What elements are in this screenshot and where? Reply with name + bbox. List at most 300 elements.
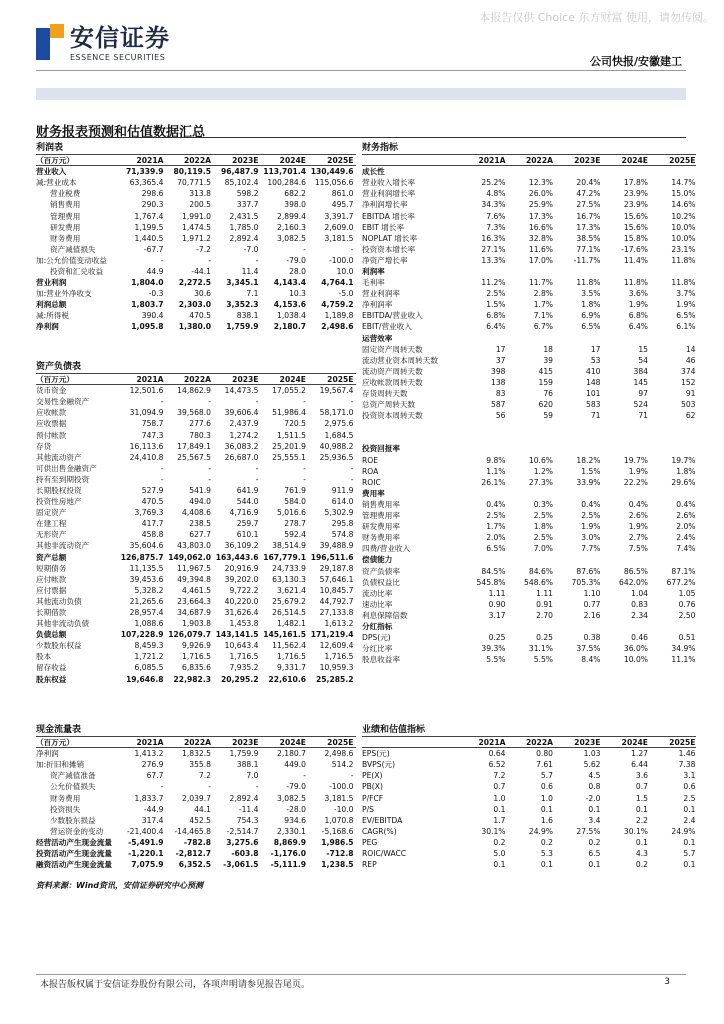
row-label: 营业收入增长率 — [362, 178, 416, 188]
row-value: -67.7 — [143, 244, 164, 254]
row-value: 1.9% — [628, 466, 648, 476]
row-value: 2,180.7 — [277, 749, 306, 759]
row-value: 627.7 — [189, 530, 211, 540]
row-value: 1.5% — [486, 300, 506, 310]
row-value: 1,903.8 — [182, 619, 211, 629]
row-value: 2021A — [136, 155, 164, 165]
section-title: 资产负债表 — [36, 358, 356, 374]
row-value: -79.0 — [286, 782, 306, 792]
row-value: -44.9 — [143, 804, 164, 814]
row-value: 1,971.2 — [182, 233, 211, 243]
row-value: 1,759.9 — [229, 749, 259, 759]
row-label: 可供出售金融资产 — [36, 463, 97, 473]
row-value: 34,687.9 — [177, 608, 211, 618]
row-label: 资产总额 — [36, 552, 67, 562]
row-value: 7.1 — [246, 289, 259, 299]
row-value: 40,988.2 — [319, 441, 354, 451]
row-value: 337.7 — [236, 200, 259, 210]
row-label: 加:营业外净收支 — [36, 289, 92, 299]
row-value: 53 — [590, 355, 601, 365]
row-value: 1,038.4 — [277, 311, 306, 321]
row-value: 159 — [538, 377, 553, 387]
row-value: 614.0 — [331, 497, 354, 507]
row-value: -0.3 — [148, 289, 164, 299]
row-value: 2,899.4 — [277, 211, 306, 221]
row-value: 5.7 — [683, 848, 696, 858]
row-label: 股本 — [36, 652, 52, 662]
row-value: 758.7 — [141, 419, 164, 429]
row-value: 2024E — [279, 374, 306, 384]
row-value: 11.6% — [528, 244, 553, 254]
ratio-group-heading: 分红指标 — [362, 621, 393, 631]
row-value: 2021A — [136, 737, 164, 747]
row-value: 30.1% — [623, 826, 648, 836]
row-value: 5.3 — [540, 848, 553, 858]
row-value: 2021A — [478, 737, 506, 747]
table-row — [362, 610, 696, 621]
table-row — [362, 654, 696, 665]
group-spacer — [362, 421, 696, 443]
table-row — [362, 599, 696, 610]
row-value: 34.3% — [481, 200, 506, 210]
table-row — [362, 388, 696, 399]
row-value: 12,501.6 — [129, 386, 164, 396]
row-value: - — [350, 463, 354, 473]
row-value: 18.2% — [576, 455, 601, 465]
row-value: 83 — [495, 389, 506, 399]
row-value: 26.0% — [528, 189, 553, 199]
row-value: 4,143.4 — [273, 278, 306, 288]
row-value: 71 — [590, 411, 601, 421]
row-value: 17,055.2 — [272, 386, 306, 396]
row-label: EBITDA 增长率 — [362, 211, 415, 221]
row-value: 720.5 — [284, 419, 306, 429]
table-row — [36, 299, 356, 310]
row-value: 7.7% — [581, 544, 601, 554]
row-value: 545.8% — [476, 577, 506, 587]
row-value: 1,238.5 — [321, 860, 354, 870]
row-value: 3,621.4 — [277, 585, 306, 595]
row-value: 384 — [633, 366, 648, 376]
table-row — [36, 804, 356, 815]
row-value: 1.7% — [533, 300, 553, 310]
row-label: 其他非流动资产 — [36, 541, 90, 551]
row-value: 0.2 — [540, 837, 553, 847]
row-value: 113,701.4 — [263, 167, 306, 177]
row-value: 0.64 — [488, 749, 506, 759]
row-value: 2024E — [621, 155, 648, 165]
table-row — [36, 518, 356, 529]
row-value: 19.7% — [623, 455, 648, 465]
row-value: 277.6 — [189, 419, 211, 429]
row-value: 47.2% — [576, 189, 601, 199]
financial-ratios-panel — [362, 139, 696, 665]
income-statement-panel — [36, 139, 356, 333]
row-label: 资产减值损失 — [50, 244, 96, 254]
row-value: 780.3 — [189, 430, 211, 440]
row-value: 1.7 — [493, 815, 506, 825]
row-value: 107,228.9 — [120, 630, 164, 640]
row-value: 17.8% — [623, 178, 648, 188]
row-value: 36,109.2 — [224, 541, 259, 551]
row-label: 研发费用率 — [362, 522, 400, 532]
row-value: 1.10 — [583, 588, 601, 598]
table-row — [36, 233, 356, 244]
row-value: 10.0% — [671, 222, 696, 232]
row-value: 1.46 — [678, 749, 696, 759]
row-label: ROA — [362, 466, 379, 476]
row-value: 0.4% — [628, 499, 648, 509]
row-value: 26.1% — [481, 477, 506, 487]
row-label: 少数股东权益 — [36, 641, 82, 651]
row-value: 11.8% — [671, 255, 696, 265]
row-value: 8,869.9 — [273, 837, 306, 847]
row-value: 1,716.5 — [277, 652, 306, 662]
row-value: 2.5% — [581, 511, 601, 521]
row-value: 1,721.2 — [134, 652, 164, 662]
row-value: 37.5% — [576, 644, 601, 654]
row-value: 2.6% — [676, 511, 696, 521]
row-value: 2.2 — [635, 815, 648, 825]
row-value: 5,016.6 — [277, 508, 306, 518]
row-value: - — [160, 782, 164, 792]
row-label: 预付帐款 — [36, 430, 67, 440]
table-row — [36, 385, 356, 396]
row-value: 0.90 — [488, 599, 506, 609]
row-value: 80,119.5 — [173, 167, 211, 177]
header-band — [36, 88, 686, 100]
row-label: 投资性房地产 — [36, 497, 82, 507]
row-value: 7.3% — [486, 222, 506, 232]
row-value: -2.0 — [585, 793, 601, 803]
table-row — [36, 815, 356, 826]
row-value: 126,875.7 — [120, 552, 164, 562]
row-value: 62 — [685, 411, 696, 421]
table-row — [36, 770, 356, 781]
row-value: 11.8% — [623, 278, 648, 288]
row-value: 24,410.8 — [129, 452, 164, 462]
row-value: 6.5% — [486, 544, 506, 554]
row-value: 2025E — [327, 374, 354, 384]
row-value: 36.0% — [623, 644, 648, 654]
row-value: 6.4% — [486, 322, 506, 332]
row-value: 2,431.5 — [229, 211, 259, 221]
row-value: -79.0 — [286, 255, 306, 265]
row-value: 2025E — [669, 737, 696, 747]
row-value: 11,967.5 — [177, 563, 211, 573]
row-value: 5,328.2 — [134, 585, 164, 595]
table-row — [36, 674, 356, 685]
row-value: 388.1 — [236, 760, 259, 770]
column-header-row — [36, 374, 356, 385]
row-value: 4,764.1 — [321, 278, 354, 288]
row-label: 投资和汇兑收益 — [50, 266, 104, 276]
row-value: 149,062.0 — [168, 552, 211, 562]
row-value: 0.46 — [631, 633, 648, 643]
row-value: 2,975.6 — [324, 419, 354, 429]
row-value: 2,498.6 — [321, 322, 354, 332]
row-label: 负债权益比 — [362, 577, 400, 587]
table-row — [362, 859, 696, 870]
row-value: 77.1% — [576, 244, 601, 254]
row-value: -782.8 — [183, 837, 211, 847]
column-header-row — [36, 155, 356, 166]
row-label: 货币资金 — [36, 386, 67, 396]
row-label: 应收帐款 — [36, 408, 67, 418]
row-value: 6,085.5 — [134, 663, 164, 673]
row-label: 资产负债率 — [362, 566, 400, 576]
table-row — [362, 277, 696, 288]
row-value: 0.25 — [536, 633, 553, 643]
row-value: 19,646.8 — [126, 674, 164, 684]
row-value: 1,474.5 — [182, 222, 211, 232]
table-row — [362, 355, 696, 366]
row-value: 1,070.8 — [324, 815, 354, 825]
table-row — [362, 826, 696, 837]
row-label: 流动比率 — [362, 588, 393, 598]
row-label: CAGR(%) — [362, 826, 397, 836]
table-row — [36, 496, 356, 507]
row-value: 503 — [681, 400, 696, 410]
row-value: 148 — [586, 377, 601, 387]
row-value: 592.4 — [284, 530, 306, 540]
row-value: -603.8 — [231, 848, 259, 858]
row-value: 11.8% — [576, 278, 601, 288]
row-value: 30.6 — [194, 289, 211, 299]
row-label: EBITDA/营业收入 — [362, 311, 423, 321]
row-value: 100,284.6 — [267, 178, 306, 188]
row-value: 24.9% — [528, 826, 553, 836]
row-value: 7.38 — [678, 760, 696, 770]
row-value: 39,453.6 — [129, 574, 164, 584]
row-value: 9,722.2 — [229, 585, 259, 595]
row-label: 存货周转天数 — [362, 389, 408, 399]
row-label: 销售费用率 — [362, 499, 400, 509]
row-value: 1,804.0 — [131, 278, 164, 288]
row-label: 净利润率 — [362, 300, 393, 310]
section-title: 财务指标 — [362, 139, 696, 155]
row-value: 0.2 — [588, 837, 601, 847]
row-value: 1,453.8 — [229, 619, 259, 629]
table-row — [362, 499, 696, 510]
row-value: 30.1% — [481, 826, 506, 836]
row-value: 2021A — [136, 374, 164, 384]
row-value: 35,604.6 — [129, 541, 164, 551]
row-value: 11.1% — [671, 655, 696, 665]
row-value: 1.8% — [533, 522, 553, 532]
section-title: 现金流量表 — [36, 721, 356, 737]
row-value: 0.1 — [635, 837, 648, 847]
row-value: 587 — [491, 400, 506, 410]
table-row — [36, 474, 356, 485]
row-value: 3,769.3 — [134, 508, 164, 518]
table-row — [362, 366, 696, 377]
table-row — [36, 266, 356, 277]
row-value: 2.5% — [533, 533, 553, 543]
row-value: 548.6% — [524, 577, 553, 587]
row-value: 17.0% — [528, 255, 553, 265]
row-value: 10.6% — [528, 455, 553, 465]
row-value: - — [208, 463, 211, 473]
row-value: - — [160, 474, 164, 484]
row-value: 278.7 — [284, 519, 306, 529]
row-value: 1,684.5 — [324, 430, 354, 440]
row-value: 0.1 — [683, 860, 696, 870]
valuation-panel — [362, 721, 696, 870]
row-value: -5,168.6 — [321, 826, 354, 836]
row-value: 6.4% — [628, 322, 648, 332]
row-value: 1.9% — [581, 522, 601, 532]
row-value: 2025E — [669, 155, 696, 165]
table-row — [36, 452, 356, 463]
page-number: 3 — [664, 977, 670, 987]
table-row — [36, 321, 356, 332]
table-row — [36, 396, 356, 407]
table-row — [362, 344, 696, 355]
row-value: 238.5 — [189, 519, 211, 529]
row-value: 16.7% — [576, 211, 601, 221]
row-value: 163,443.6 — [215, 552, 259, 562]
row-value: 24,733.9 — [272, 563, 306, 573]
row-value: 39,202.0 — [224, 574, 259, 584]
row-value: 20,916.9 — [224, 563, 259, 573]
row-value: 2025E — [327, 737, 354, 747]
table-row — [362, 521, 696, 532]
column-header-row — [362, 737, 696, 748]
table-row — [36, 485, 356, 496]
row-label: ROE — [362, 455, 379, 465]
row-value: -7.0 — [243, 244, 259, 254]
row-value: 15.8% — [623, 233, 648, 243]
data-source: 资料来源：Wind资讯，安信证券研究中心预测 — [36, 881, 203, 890]
table-row — [36, 651, 356, 662]
table-row — [362, 759, 696, 770]
row-value: 0.80 — [536, 749, 553, 759]
row-value: 19,567.4 — [319, 386, 354, 396]
row-value: 1.0 — [493, 793, 506, 803]
row-value: 641.9 — [236, 485, 259, 495]
row-label: 投资活动产生现金流量 — [36, 848, 112, 858]
row-value: 37 — [495, 355, 506, 365]
row-value: 2024E — [279, 737, 306, 747]
row-value: 15.6% — [623, 211, 648, 221]
row-value: 3,181.5 — [324, 793, 354, 803]
table-row — [36, 574, 356, 585]
row-value: 6.5 — [588, 848, 601, 858]
row-value: - — [208, 474, 211, 484]
row-value: 44.9 — [146, 266, 164, 276]
row-label: 毛利率 — [362, 278, 385, 288]
row-value: 15.0% — [671, 189, 696, 199]
row-label: 销售费用 — [50, 200, 81, 210]
row-value: 19.7% — [671, 455, 696, 465]
row-value: -44.1 — [191, 266, 211, 276]
row-value: 1.03 — [583, 749, 601, 759]
row-value: 583 — [586, 400, 601, 410]
row-label: 管理费用 — [50, 211, 81, 221]
row-label: 少数股东损益 — [50, 815, 96, 825]
row-value: 4.3 — [635, 848, 648, 858]
table-row — [362, 804, 696, 815]
page-title: 财务报表预测和估值数据汇总 — [36, 125, 206, 140]
row-value: 6.44 — [631, 760, 648, 770]
row-value: - — [255, 474, 259, 484]
row-value: 2,272.5 — [178, 278, 211, 288]
row-value: - — [208, 397, 211, 407]
row-value: 524 — [633, 400, 648, 410]
row-label: 财务费用率 — [362, 533, 400, 543]
row-label: NOPLAT 增长率 — [362, 233, 418, 243]
row-value: 6,835.6 — [182, 663, 211, 673]
table-row — [36, 407, 356, 418]
row-value: -5,111.9 — [270, 860, 306, 870]
row-label: 管理费用率 — [362, 511, 400, 521]
row-value: 8,459.3 — [134, 641, 164, 651]
row-label: P/S — [362, 804, 374, 814]
row-value: 7.4% — [676, 544, 696, 554]
row-value: 2023E — [574, 737, 601, 747]
row-value: 97 — [638, 389, 648, 399]
row-value: 410 — [586, 366, 601, 376]
row-value: 2023E — [574, 155, 601, 165]
row-label: （百万元） — [36, 374, 74, 384]
row-value: 374 — [681, 366, 696, 376]
row-value: 10.0% — [671, 233, 696, 243]
row-label: PEG — [362, 837, 378, 847]
row-value: 2,160.3 — [277, 222, 306, 232]
table-row — [362, 848, 696, 859]
row-value: 25.9% — [528, 200, 553, 210]
row-value: 14,862.9 — [177, 386, 211, 396]
row-value: 2023E — [232, 374, 259, 384]
row-value: 2.7% — [628, 533, 648, 543]
row-value: 27.5% — [576, 826, 601, 836]
row-value: 24.9% — [671, 826, 696, 836]
row-value: 22,982.3 — [173, 674, 211, 684]
row-label: 加:折旧和摊销 — [36, 760, 85, 770]
row-label: 应收帐款周转天数 — [362, 377, 423, 387]
row-value: 126,079.7 — [168, 630, 211, 640]
table-row — [362, 477, 696, 488]
row-value: 96,487.9 — [221, 167, 259, 177]
row-label: EBIT/营业收入 — [362, 322, 412, 332]
row-value: 57,646.1 — [319, 574, 354, 584]
row-value: 17,849.1 — [177, 441, 211, 451]
row-value: 1,759.9 — [226, 322, 259, 332]
row-value: 25,936.5 — [319, 452, 354, 462]
balance-sheet-panel — [36, 358, 356, 685]
row-value: 0.77 — [583, 599, 601, 609]
row-value: 27.5% — [576, 200, 601, 210]
row-value: 28.0 — [289, 266, 306, 276]
row-value: - — [350, 771, 354, 781]
row-value: 3,345.1 — [226, 278, 259, 288]
row-value: - — [255, 782, 259, 792]
row-label: 股息收益率 — [362, 655, 400, 665]
table-row — [362, 532, 696, 543]
row-value: 36,083.2 — [224, 441, 259, 451]
row-value: - — [350, 474, 354, 484]
table-row — [362, 199, 696, 210]
row-value: 642.0% — [619, 577, 648, 587]
row-value: 2.5% — [486, 289, 506, 299]
row-value: -17.6% — [621, 244, 648, 254]
table-row — [362, 748, 696, 759]
row-value: 16,113.6 — [129, 441, 164, 451]
row-value: 7.61 — [536, 760, 553, 770]
row-value: 14 — [685, 344, 696, 354]
row-value: 1,199.5 — [134, 222, 164, 232]
